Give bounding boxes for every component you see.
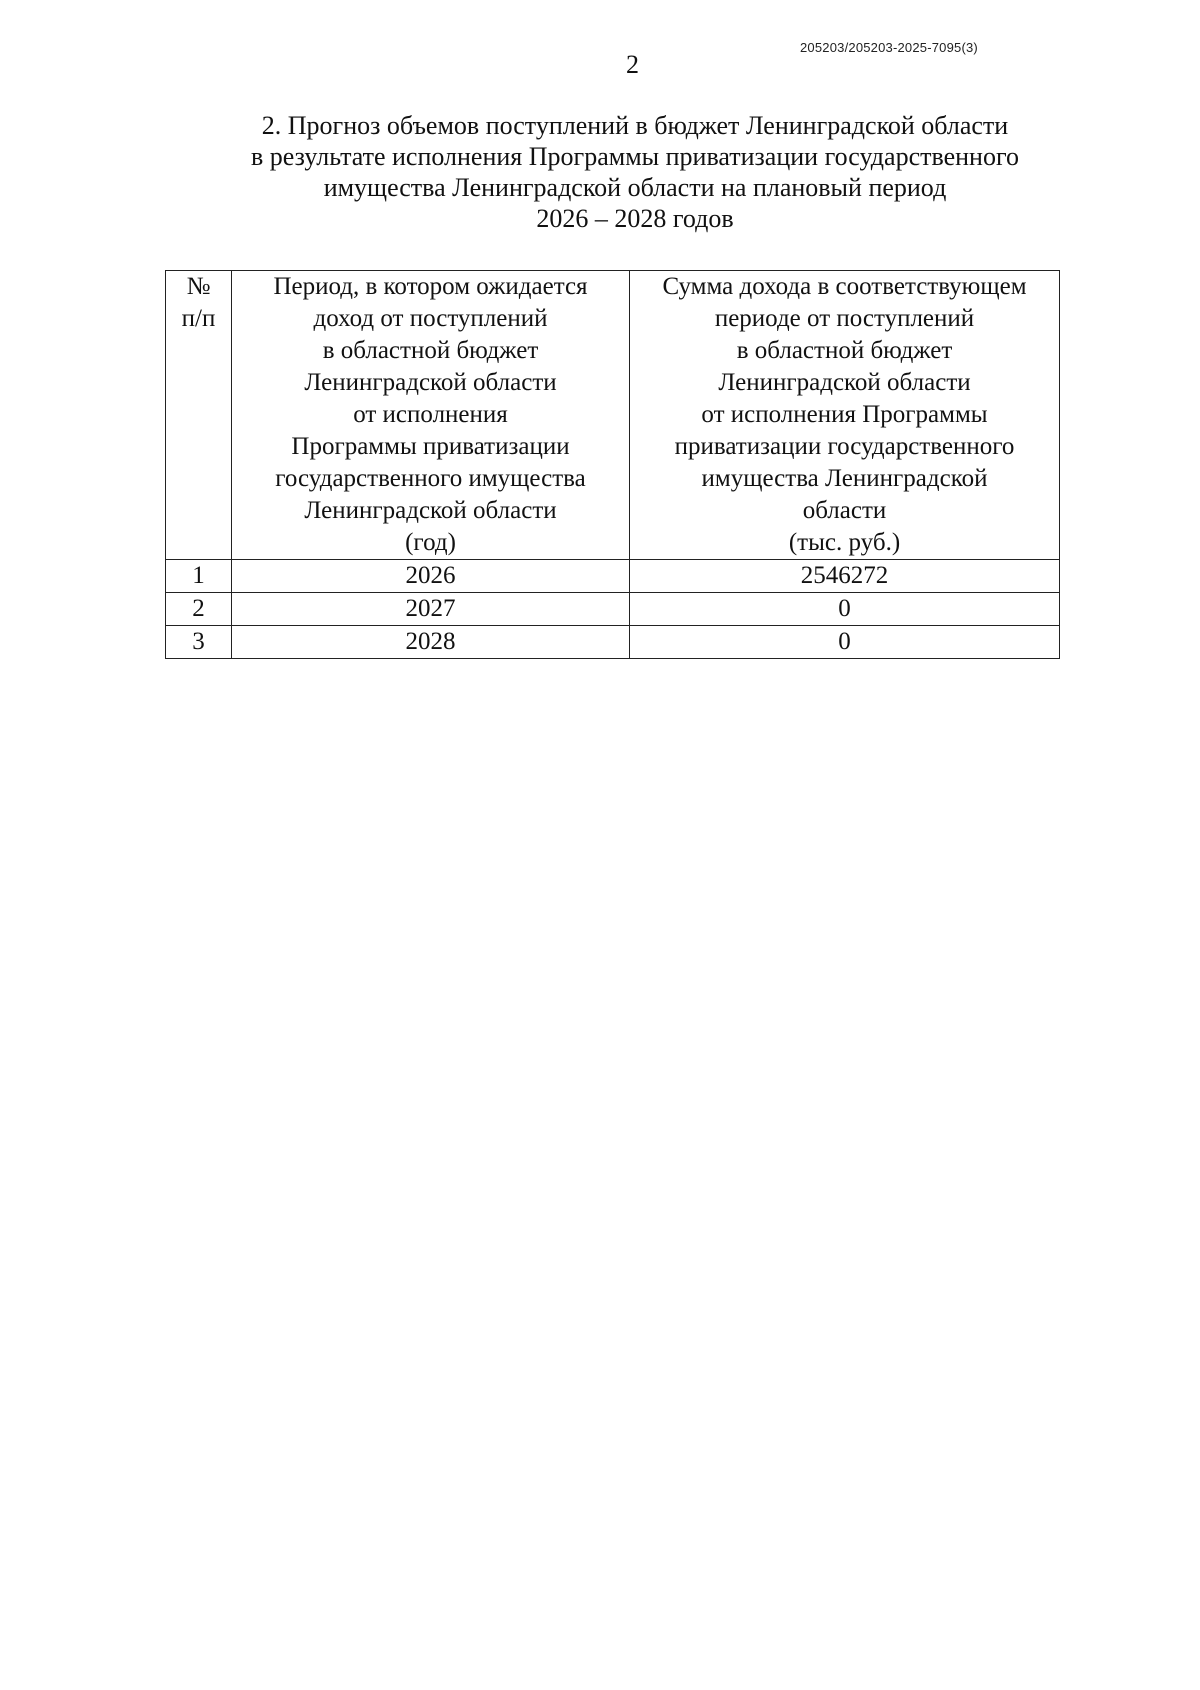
header-period-line: доход от поступлений [313,305,548,332]
title-line-3: имущества Ленинградской области на плановый период [323,173,947,202]
header-period-line: Ленинградской области [304,369,557,396]
header-sum-line: области [802,497,887,524]
document-id: 205203/205203-2025-7095(3) [800,40,978,55]
header-num [166,271,232,560]
row-year: 2026 [232,560,630,593]
section-title [150,110,1120,234]
header-sum-line: (тыс. руб.) [788,529,901,556]
header-period-line: Программы приватизации [291,433,570,460]
header-sum-line: от исполнения Программы [701,401,988,428]
table-row [166,593,1060,626]
row-year: 2028 [232,626,630,659]
header-period [232,271,630,560]
header-period-line: в областной бюджет [322,337,539,364]
table-row [166,560,1060,593]
title-line-4: 2026 – 2028 годов [536,204,734,233]
header-sum-line: Ленинградской области [718,369,971,396]
page-number: 2 [626,50,639,79]
header-sum-line: приватизации государственного [674,433,1015,460]
title-line-2: в результате исполнения Программы приватизации государственного [251,142,1019,171]
header-sum-line: периоде от поступлений [714,305,975,332]
row-amount: 0 [630,626,1060,659]
header-sum [630,271,1060,560]
header-sum-line: Сумма дохода в соответствующем [662,273,1027,300]
forecast-table [165,270,1060,659]
title-line-1: 2. Прогноз объемов поступлений в бюджет Ленинградской области [261,111,1009,140]
table-row [166,626,1060,659]
table-header-row [166,271,1060,560]
header-period-line: государственного имущества [275,465,586,492]
row-num: 1 [166,560,232,593]
header-sum-line: имущества Ленинградской [701,465,988,492]
header-period-line: (год) [405,529,456,556]
header-period-line: от исполнения [353,401,508,428]
row-num: 3 [166,626,232,659]
header-num-line: п/п [181,305,216,332]
row-amount: 2546272 [630,560,1060,593]
header-sum-line: в областной бюджет [736,337,953,364]
header-period-line: Ленинградской области [304,497,557,524]
row-year: 2027 [232,593,630,626]
header-period-line: Период, в котором ожидается [273,273,588,300]
row-amount: 0 [630,593,1060,626]
row-num: 2 [166,593,232,626]
header-num-line: № [186,273,211,300]
